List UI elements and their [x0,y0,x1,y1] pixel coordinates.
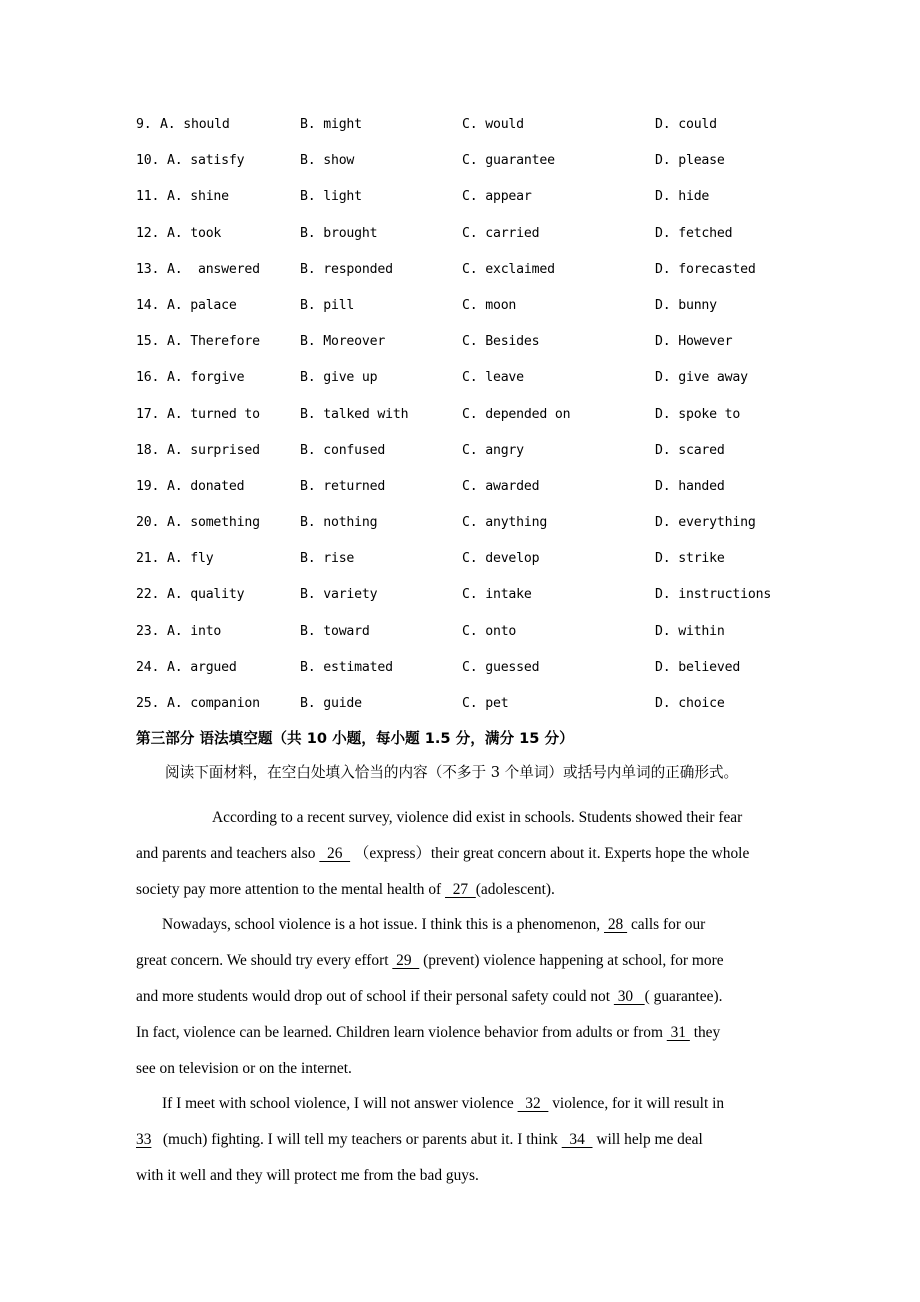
mc-option-d[interactable]: D. However [655,334,733,350]
passage-text: (much) fighting. I will tell my teachers or parents abut it. I think [151,1131,562,1149]
passage-line [136,1051,908,1087]
mc-question-row [136,331,896,367]
mc-option-a[interactable]: A. took [167,225,222,241]
mc-option-c[interactable]: C. intake [462,587,532,603]
mc-option-b[interactable]: B. brought [300,225,378,241]
mc-option-b[interactable]: B. rise [300,551,355,567]
passage-text: violence, for it will result in [548,1095,725,1113]
passage-text: see on television or on the internet. [136,1059,352,1077]
mc-question-row [136,584,896,620]
mc-option-d[interactable]: D. bunny [655,297,717,313]
mc-question-row [136,259,896,295]
mc-option-b[interactable]: B. might [300,117,362,132]
answer-blank[interactable]: 26 [319,844,351,862]
mc-option-b[interactable]: B. Moreover [300,334,386,350]
mc-option-b[interactable]: B. guide [300,696,362,711]
mc-option-a[interactable]: A. should [160,117,230,132]
mc-question-number: 24. [136,659,160,675]
mc-option-b[interactable]: B. nothing [300,515,378,531]
mc-option-c[interactable]: C. guessed [462,659,540,675]
section-heading: 第三部分 语法填空题（共 10 小题，每小题 1.5 分，满分 15 分） [136,730,574,747]
mc-question-number: 18. [136,442,160,458]
mc-question-row [136,223,896,259]
mc-option-c[interactable]: C. anything [462,515,548,531]
passage-line [136,1015,908,1051]
mc-question-row [136,512,896,548]
mc-option-d[interactable]: D. strike [655,551,725,567]
passage-text: and parents and teachers also [136,844,320,862]
mc-question-row [136,295,896,331]
mc-option-b[interactable]: B. show [300,153,355,169]
mc-option-c[interactable]: C. pet [462,696,509,711]
passage-text: Nowadays, school violence is a hot issue. I think this is a phenomenon, [162,916,604,934]
mc-question-number: 20. [136,515,160,531]
mc-option-b[interactable]: B. pill [300,297,355,313]
mc-option-d[interactable]: D. scared [655,442,725,458]
mc-question-number: 21. [136,551,160,567]
mc-question-number: 19. [136,478,160,494]
mc-option-a[interactable]: A. Therefore [167,334,260,350]
mc-option-b[interactable]: B. give up [300,370,378,386]
mc-question-row [136,367,896,403]
mc-option-d[interactable]: D. choice [655,696,725,711]
answer-blank[interactable]: 31 [666,1023,690,1041]
mc-option-b[interactable]: B. light [300,189,362,205]
mc-option-a[interactable]: A. turned to [167,406,260,422]
answer-blank[interactable]: 28 [604,916,628,934]
mc-option-b[interactable]: B. variety [300,587,378,603]
section-instruction: 阅读下面材料，在空白处填入恰当的内容（不多于 3 个单词）或括号内单词的正确形式。 [165,764,739,781]
mc-option-d[interactable]: D. please [655,153,725,169]
mc-question-row [136,186,896,222]
passage-text: In fact, violence can be learned. Children learn violence behavior from adults or from [136,1023,667,1041]
mc-option-b[interactable]: B. talked with [300,406,409,422]
mc-option-a[interactable]: A. donated [167,478,245,494]
multiple-choice-options [136,114,896,729]
passage-line [136,1086,908,1122]
mc-option-a[interactable]: A. something [167,515,260,531]
mc-option-b[interactable]: B. estimated [300,659,393,675]
mc-option-c[interactable]: C. develop [462,551,540,567]
passage-text: According to a recent survey, violence did exist in schools. Students showed their fear [212,809,743,826]
mc-question-row [136,657,896,693]
mc-option-d[interactable]: D. spoke to [655,406,741,422]
mc-option-a[interactable]: A. palace [167,297,237,313]
answer-blank[interactable]: 30 [613,987,645,1005]
mc-option-d[interactable]: D. everything [655,515,756,531]
mc-option-c[interactable]: C. guarantee [462,153,555,169]
mc-option-c[interactable]: C. carried [462,225,540,241]
mc-question-number: 10. [136,153,160,169]
mc-question-row [136,150,896,186]
passage-text: If I meet with school violence, I will not answer violence [162,1095,518,1113]
passage-line [136,943,908,979]
mc-question-number: 16. [136,370,160,386]
mc-question-row [136,693,896,729]
mc-option-c[interactable]: C. moon [462,297,517,313]
mc-option-a[interactable]: A. quality [167,587,245,603]
passage-text: great concern. We should try every effort [136,952,393,970]
passage-line [136,979,908,1015]
mc-question-row [136,621,896,657]
mc-question-number: 25. [136,696,160,711]
mc-question-number: 15. [136,334,160,350]
mc-option-c[interactable]: C. leave [462,370,524,386]
mc-option-c[interactable]: C. Besides [462,334,540,350]
mc-option-a[interactable]: A. satisfy [167,153,245,169]
mc-question-row [136,440,896,476]
mc-option-b[interactable]: B. toward [300,623,370,639]
mc-option-b[interactable]: B. responded [300,261,393,277]
mc-option-d[interactable]: D. hide [655,189,710,205]
answer-blank[interactable]: 33 [136,1131,152,1149]
mc-question-number: 11. [136,189,160,205]
mc-option-b[interactable]: B. confused [300,442,386,458]
mc-option-c[interactable]: C. angry [462,442,524,458]
mc-option-a[interactable]: A. shine [167,189,229,205]
mc-option-a[interactable]: A. into [167,623,222,639]
mc-option-c[interactable]: C. depended on [462,406,571,422]
mc-option-a[interactable]: A. surprised [167,442,260,458]
mc-option-c[interactable]: C. onto [462,623,517,639]
mc-option-c[interactable]: C. exclaimed [462,261,555,277]
mc-question-number: 12. [136,225,160,241]
passage-line [136,1158,908,1194]
mc-option-c[interactable]: C. would [462,117,524,132]
passage-text: they [689,1023,721,1041]
answer-blank[interactable]: 34 [561,1131,593,1149]
mc-question-row [136,404,896,440]
mc-question-number: 13. [136,261,160,277]
passage-text: and more students would drop out of school if their personal safety could not [136,987,614,1005]
passage-text: （express）their great concern about it. Experts hope the whole [350,844,750,862]
mc-option-d[interactable]: D. fetched [655,225,733,241]
mc-question-row [136,114,896,150]
mc-option-d[interactable]: D. within [655,623,725,639]
mc-option-d[interactable]: D. could [655,117,717,132]
answer-blank[interactable]: 32 [517,1095,549,1113]
mc-option-d[interactable]: D. forecasted [655,261,756,277]
mc-question-number: 23. [136,623,160,639]
mc-option-d[interactable]: D. believed [655,659,741,675]
mc-question-number: 22. [136,587,160,603]
mc-question-row [136,476,896,512]
mc-option-a[interactable]: A. answered [167,261,260,277]
passage-text: with it well and they will protect me from the bad guys. [136,1166,479,1184]
passage-text: (prevent) violence happening at school, for more [419,952,724,970]
mc-option-a[interactable]: A. companion [167,696,260,711]
mc-question-row [136,548,896,584]
mc-question-number: 14. [136,297,160,313]
passage-line [136,800,908,836]
mc-option-d[interactable]: D. handed [655,478,725,494]
mc-option-a[interactable]: A. forgive [167,370,245,386]
mc-option-d[interactable]: D. instructions [655,587,772,603]
answer-blank[interactable]: 27 [445,880,476,898]
mc-option-b[interactable]: B. returned [300,478,386,494]
passage-text: ( guarantee). [644,987,723,1005]
passage-text: (adolescent). [475,880,555,898]
mc-question-number: 17. [136,406,160,422]
passage-line [136,836,908,872]
answer-blank[interactable]: 29 [392,952,420,970]
mc-option-d[interactable]: D. give away [655,370,748,386]
mc-option-a[interactable]: A. argued [167,659,237,675]
mc-option-c[interactable]: C. appear [462,189,532,205]
grammar-fill-passage [136,800,908,1194]
mc-question-number: 9. [136,117,152,132]
passage-line [136,1122,908,1158]
mc-option-c[interactable]: C. awarded [462,478,540,494]
passage-text: calls for our [627,916,706,934]
passage-text: will help me deal [592,1131,703,1149]
passage-text: society pay more attention to the mental health of [136,880,446,898]
passage-line [136,907,908,943]
mc-option-a[interactable]: A. fly [167,551,214,567]
passage-line [136,872,908,908]
